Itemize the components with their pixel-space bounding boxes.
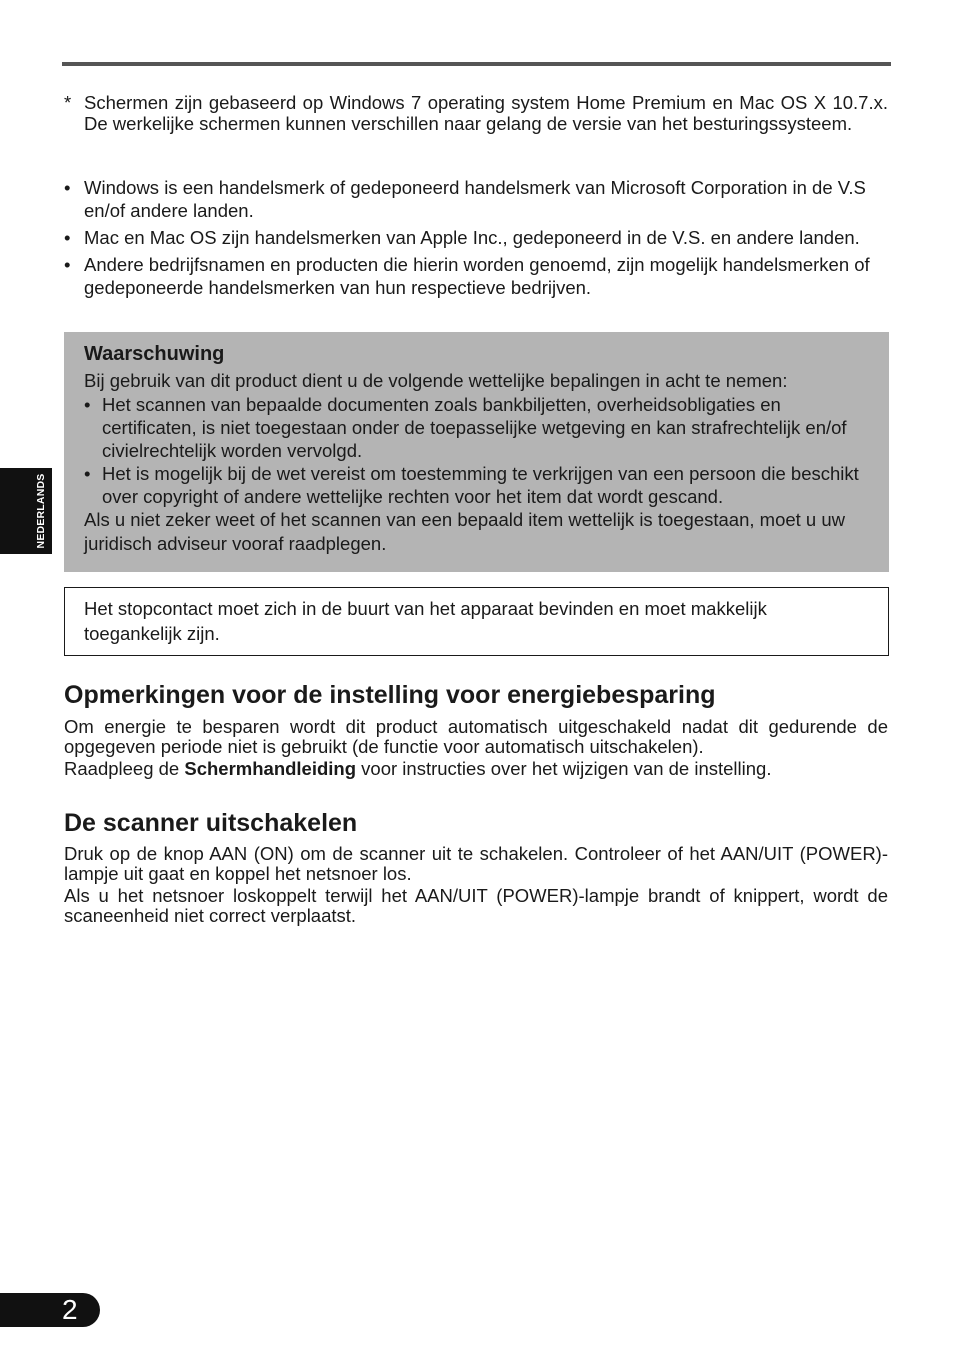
trademark-item-others: • Andere bedrijfsnamen en producten die hierin worden genoemd, zijn mogelijk handelsmerken of gedeponeerde handelsmerken van hun respectieve bedrijven.	[64, 253, 888, 299]
warning-item-banknotes: • Het scannen van bepaalde documenten zoals bankbiljetten, overheidsobligaties en certificaten, is niet toegestaan onder de toepasselijke wetgeving en kan strafrechtelijk en/of civielrechtelijk worden vervolgd.	[84, 393, 869, 462]
energy-para-2: Raadpleeg de Schermhandleiding voor instructies over het wijzigen van de instelling.	[64, 758, 772, 779]
outlet-notice-text: Het stopcontact moet zich in de buurt van het apparaat bevinden en moet makkelijk toegankelijk zijn.	[84, 598, 767, 644]
warning-list	[84, 393, 869, 508]
shutdown-body	[64, 844, 888, 926]
shutdown-para-1: Druk op de knop AAN (ON) om de scanner uit te schakelen. Controleer of het AAN/UIT (POWER)-lampje uit gaat en koppel het netsnoer los.	[64, 843, 888, 884]
warning-intro: Bij gebruik van dit product dient u de volgende wettelijke bepalingen in acht te nemen:	[84, 370, 788, 391]
shutdown-para-2: Als u het netsnoer loskoppelt terwijl het AAN/UIT (POWER)-lampje brandt of knippert, wordt de scaneenheid niet correct verplaatst.	[64, 885, 888, 926]
language-tab-label: NEDERLANDS	[35, 473, 47, 549]
energy-heading: Opmerkingen voor de instelling voor energiebesparing	[64, 681, 716, 709]
warning-box	[64, 332, 889, 572]
trademark-item-mac: • Mac en Mac OS zijn handelsmerken van Apple Inc., gedeponeerd in de V.S. en andere landen.	[64, 226, 888, 249]
page-number: 2	[62, 1294, 78, 1325]
warning-title: Waarschuwing	[84, 343, 225, 365]
screen-note	[64, 92, 888, 134]
energy-para-1: Om energie te besparen wordt dit product automatisch uitgeschakeld nadat dit gedurende de opgegeven periode niet is gebruikt (de functie voor automatisch uitschakelen).	[64, 716, 888, 757]
asterisk-marker: *	[64, 92, 72, 113]
shutdown-heading: De scanner uitschakelen	[64, 809, 358, 837]
warning-closing: Als u niet zeker weet of het scannen van een bepaald item wettelijk is toegestaan, moet u uw juridisch adviseur vooraf raadplegen.	[84, 509, 846, 554]
outlet-notice-box	[64, 587, 889, 656]
trademark-item-windows: • Windows is een handelsmerk of gedeponeerd handelsmerk van Microsoft Corporation in de V.S en/of andere landen.	[64, 176, 888, 222]
language-tab	[0, 468, 52, 554]
top-rule	[62, 62, 891, 66]
screen-note-text: Schermen zijn gebaseerd op Windows 7 operating system Home Premium en Mac OS X 10.7.x. De werkelijke schermen kunnen verschillen naar gelang de versie van het besturingssysteem.	[84, 92, 888, 134]
warning-item-copyright: • Het is mogelijk bij de wet vereist om toestemming te verkrijgen van een persoon die beschikt over copyright of andere wettelijke rechten voor het item dat wordt gescand.	[84, 462, 869, 508]
energy-body	[64, 717, 888, 779]
manual-reference: Schermhandleiding	[184, 758, 357, 779]
trademark-list	[64, 176, 888, 303]
page-number-tab	[0, 1293, 100, 1327]
